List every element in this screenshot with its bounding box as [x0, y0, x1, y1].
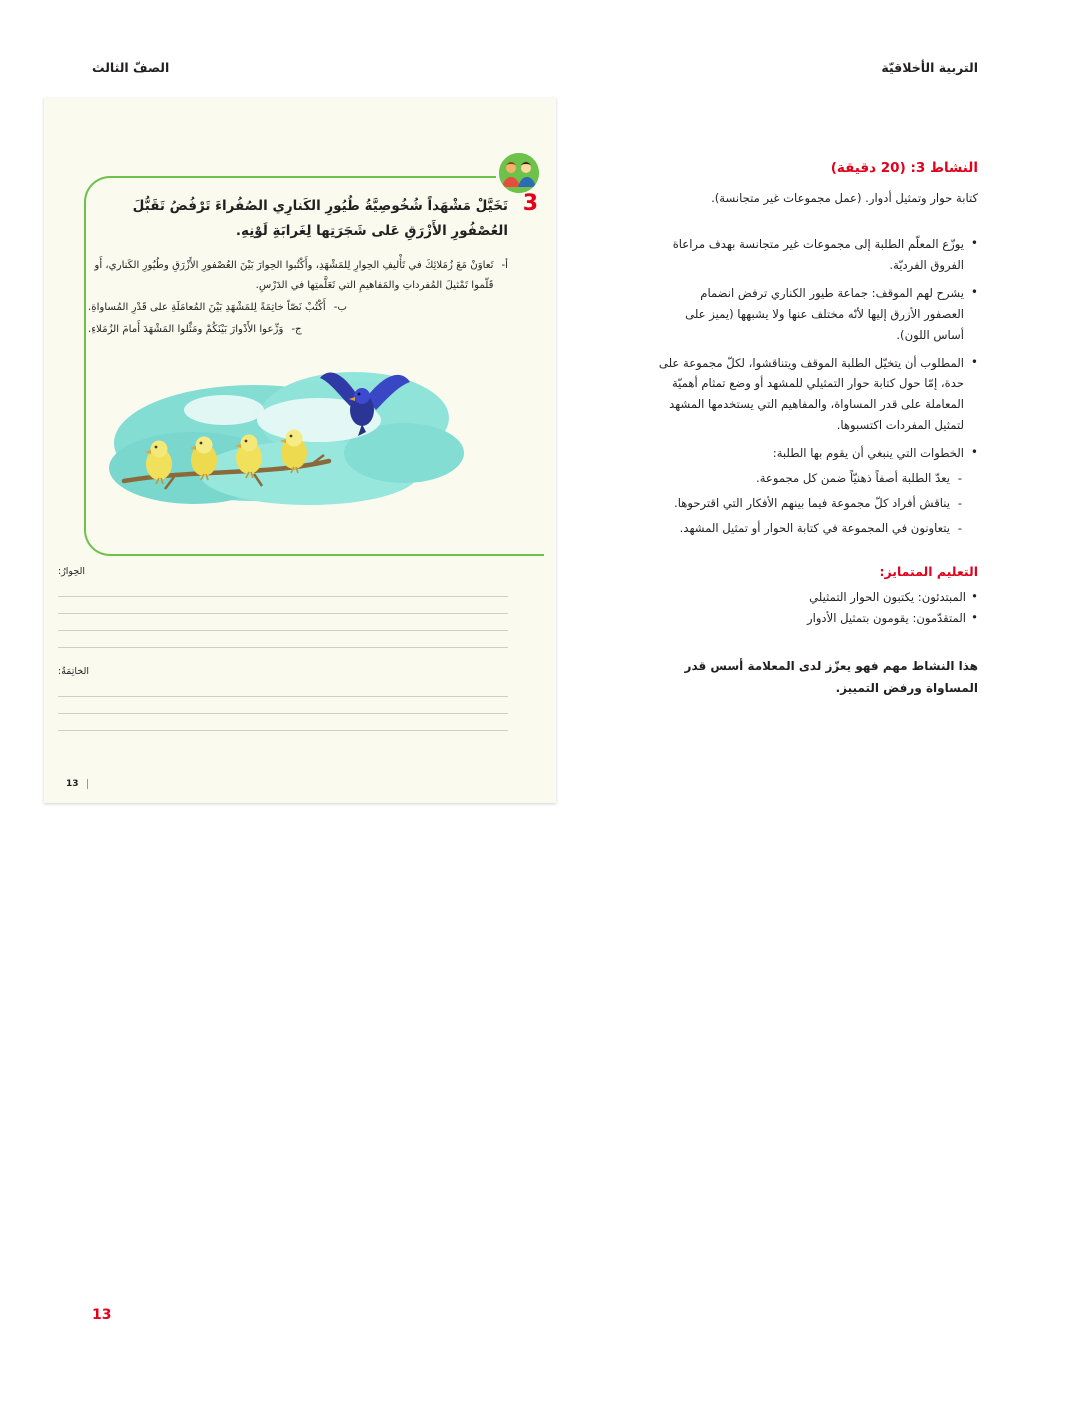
list-item-label: الخطوات التي ينبغي أن يقوم بها الطلبة:: [772, 446, 964, 461]
writing-line[interactable]: [58, 680, 508, 697]
list-item: - يتعاونون في المجموعة في كتابة الحوار أو تمثيل المشهد.: [658, 518, 964, 539]
writing-line[interactable]: [58, 614, 508, 631]
answer-block-dialogue: [58, 566, 508, 648]
item-text: وَزِّعوا الأَدْوارَ بَيْنَكُمْ ومَثِّلوا المَشْهَدَ أَمامَ الزُمَلاءِ.: [88, 323, 284, 335]
differentiated-learning-advanced: • المتقدّمون: يقومون بتمثيل الأدوار: [658, 608, 978, 629]
teacher-guide-column: [658, 160, 978, 700]
exercise-number: 3: [522, 191, 538, 216]
writing-line[interactable]: [58, 597, 508, 614]
header-subject-title: التربية الأخلاقيّة: [881, 60, 978, 75]
writing-line[interactable]: [58, 580, 508, 597]
birds-illustration: [104, 348, 504, 533]
book-page-number: 13: [66, 779, 88, 789]
list-item: - يعدّ الطلبة أصفاً ذهنيّاً ضمن كل مجموعة.: [658, 468, 964, 489]
item-text: تَعاوَنْ مَعَ زُمَلائِكَ في تَأْليفِ الحِوارِ لِلمَشْهَدِ، وأَكْتُبوا الحِوارَ بَيْنَ العُصْفورِ الأَزْرَقِ وطُيُورِ الكَناري، أَو قَلّموا تَمْثيلَ المُفرداتِ والمَفاهيمِ التي تَعَلَّمتِها في الدَرْسِ.: [94, 260, 494, 291]
list-item: [88, 320, 508, 340]
header-grade-title: الصفّ الثالث: [92, 60, 170, 75]
item-marker: أ-: [501, 260, 508, 271]
item-marker: ب-: [333, 301, 348, 313]
activity-steps-list: [658, 234, 978, 538]
list-item: • المطلوب أن يتخيّل الطلبة الموقف ويتناقشوا، لكلّ مجموعة على حدة، إمّا حول كتابة حوار التمثيلي للمشهد أو وضع تمثام أهميّة المعاملة على قدر المساواة، والمفاهيم التي يستخدمها المشهد لتمثيل المفردات اكتسبوها.: [658, 353, 978, 436]
differentiated-learning-title: التعليم المتمايز:: [879, 564, 978, 580]
answer-label: الحِوارُ:: [58, 566, 86, 577]
list-item: • يشرح لهم الموقف: جماعة طيور الكناري ترفض انضمام العصفور الأزرق إليها لأنّه مختلف عنها ولا يشبهها (يميز على أساس اللون).: [658, 283, 978, 346]
list-item: [88, 298, 508, 318]
differentiated-learning-beginners: • المبتدئون: يكتبون الحوار التمثيلي: [658, 587, 978, 608]
answer-block-conclusion: [58, 666, 508, 731]
student-book-page-preview: [44, 98, 556, 803]
writing-line[interactable]: [58, 631, 508, 648]
writing-line[interactable]: [58, 697, 508, 714]
list-item: [658, 443, 978, 538]
exercise-title: تَخَيَّلْ مَشْهَداً شُخُوصِيَّةُ طُيُورِ الكَنارِي الصُفُراءَ تَرْفُضُ تَقَبُّلَ العُصْفُورِ الأَزْرَقِ عَلى شَجَرَتِها لِغَرابَةِ لَوْنِهِ.: [132, 198, 508, 239]
list-item: • يوزّع المعلّم الطلبة إلى مجموعات غير متجانسة بهدف مراعاة الفروق الفرديّة.: [658, 234, 978, 276]
activity-substeps-list: [658, 468, 964, 539]
item-text: أَكْتُبْ نَصّاً خاتِمَةً لِلمَشْهَدِ بَيْنَ المُعامَلَةِ على قَدْرِ المُساواةِ.: [88, 301, 326, 313]
item-marker: ج-: [291, 323, 302, 335]
list-item: - يناقش أفراد كلّ مجموعة فيما بينهم الأفكار التي اقترحوها.: [658, 493, 964, 514]
writing-line[interactable]: [58, 714, 508, 731]
exercise-items-list: [88, 256, 508, 342]
page-number: 13: [92, 1307, 112, 1323]
activity-intro: كتابة حوار وتمثيل أدوار. (عمل مجموعات غير متجانسة).: [711, 191, 978, 205]
kids-group-icon: [496, 150, 542, 196]
closing-note: هذا النشاط مهم فهو يعزّز لدى المعلامة أسس قدر المساواة ورفض التمييز.: [684, 659, 978, 696]
answer-label: الخاتِمَةُ:: [58, 666, 89, 677]
list-item: [88, 256, 508, 296]
activity-title: النشاط 3: (20 دقيقة): [830, 160, 978, 176]
